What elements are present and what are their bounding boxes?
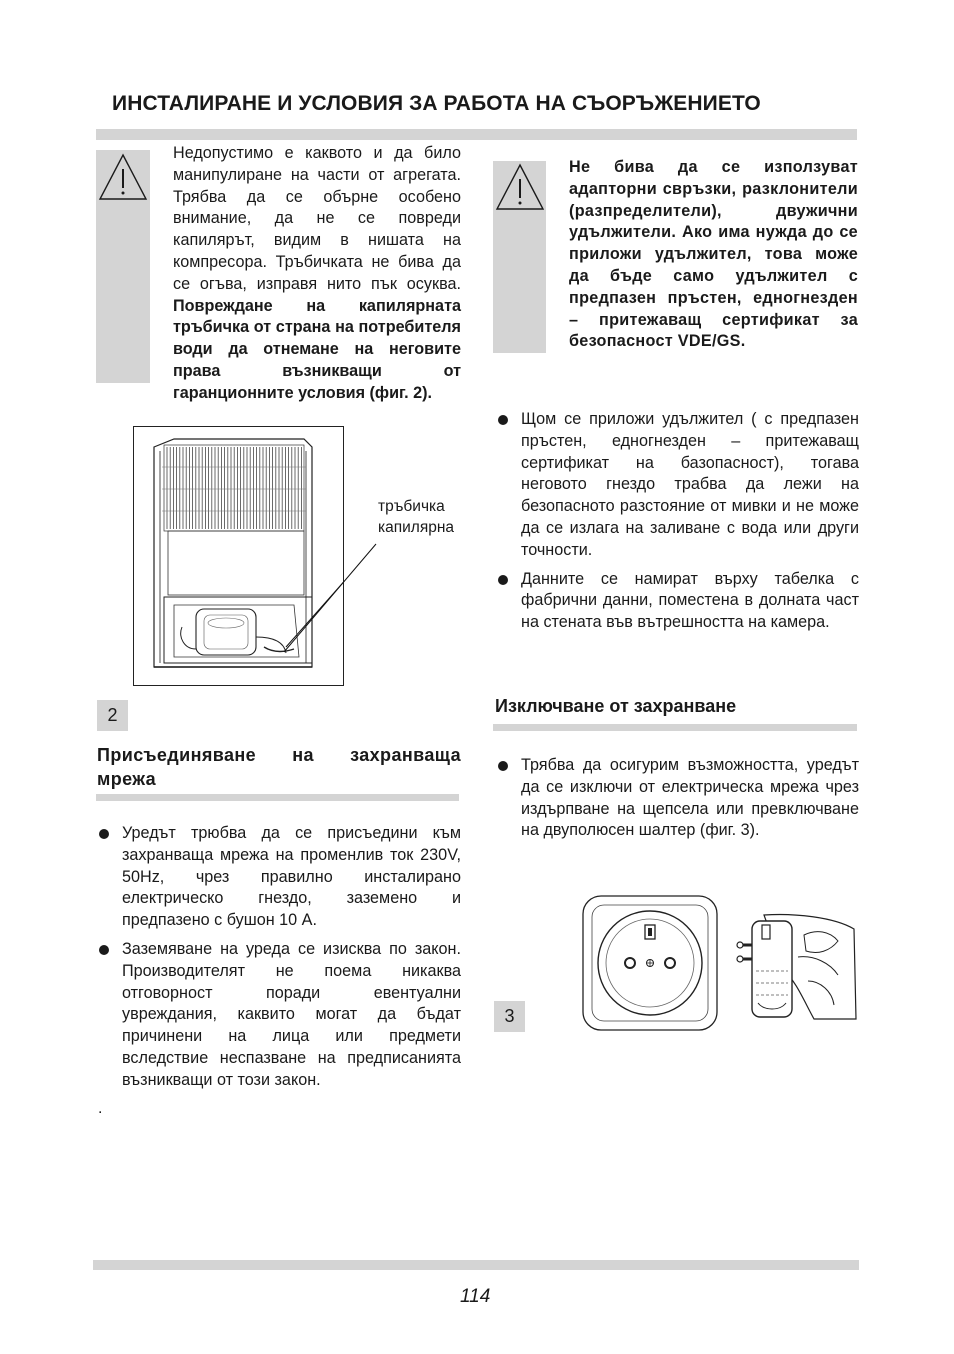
warning-text-bold: Повреждане на капилярната тръбичка от страна на потребителя води да отнемане на неговите права възникващи от гаранционните условия (фиг. 2). [173,296,461,402]
bullet-list-right [495,409,859,641]
title-rule [96,129,857,140]
bullet-list-right-2 [495,755,859,849]
figure-3-number: 3 [494,1001,525,1032]
warning-triangle-icon [494,162,546,212]
bullet-list-left [96,823,461,1099]
list-item: Трябва да осигурим възможността, уредът да се изключи от електрическа мрежа чрез издърпване на щепсела или превключване на двуполюсен шалтер (фиг. 3). [495,755,859,842]
warning-text: Недопустимо е каквото и да било манипулиране на части от агрегата. Трябва да се обърне особено внимание, да не се повреди капилярът, видим в нишата на компресора. Тръбичката не бива да се огъва, изправя нито пък осуква. [173,144,461,293]
footer-rule [93,1260,859,1270]
list-item: Данните се намират върху табелка с фабрични данни, поместена в долната част на стената във вътрешността на камера. [495,569,859,634]
figure-2-number: 2 [97,700,128,731]
callout-line-1: тръбичка [378,498,445,515]
page-title: ИНСТАЛИРАНЕ И УСЛОВИЯ ЗА РАБОТА НА СЪОРЪЖЕНИЕТО [112,92,761,115]
section-rule-right [493,724,857,731]
warning-triangle-icon [97,152,149,202]
figure-2-callout [378,496,454,538]
list-item: Щом се приложи удължител ( с предпазен пръстен, едногнезден – притежаващ сертификат на базопасност), тогава неговото гнездо трабва да лежи на безопасното разстояние от мивки и не може да се излага на заливане с вода или други точности. [495,409,859,562]
figure-3-plug-hand-illustration [734,911,858,1021]
stray-dot: . [98,1100,103,1117]
list-item: Уредът трюбва да се присъедини към захранваща мрежа на променлив ток 230V, 50Hz, чрез правилно инсталирано електрическо гнездо, заземено и предпазено с бушон 10 А. [96,823,461,932]
section-rule-left [96,794,459,801]
figure-3-socket-illustration [582,895,718,1031]
section-heading-disconnect: Изключване от захранване [495,696,737,716]
list-item: Заземяване на уреда се изисква по закон. Производителят не поема никаква отговорност поради евентуални увреждания, каквито могат да бъдат причинени на лица или предмети вследствие неспазване на предписанията възникващи от този закон. [96,939,461,1092]
section-heading-power: Присъединяване на захранваща мрежа [97,745,461,789]
warning-text-left [173,143,461,405]
warning-text-right: Не бива да се използуват адапторни свръзки, разклонители (разпределители), двужични удължители. Ако има нужда до се приложи удължител, това може да бъде само удължител с предпазен пръстен, едногнезден – притежаващ сертификат за безопасност VDE/GS. [569,158,858,351]
callout-line-2: капилярна [378,519,455,536]
page-number: 114 [460,1286,491,1307]
callout-leader-line [280,540,380,660]
